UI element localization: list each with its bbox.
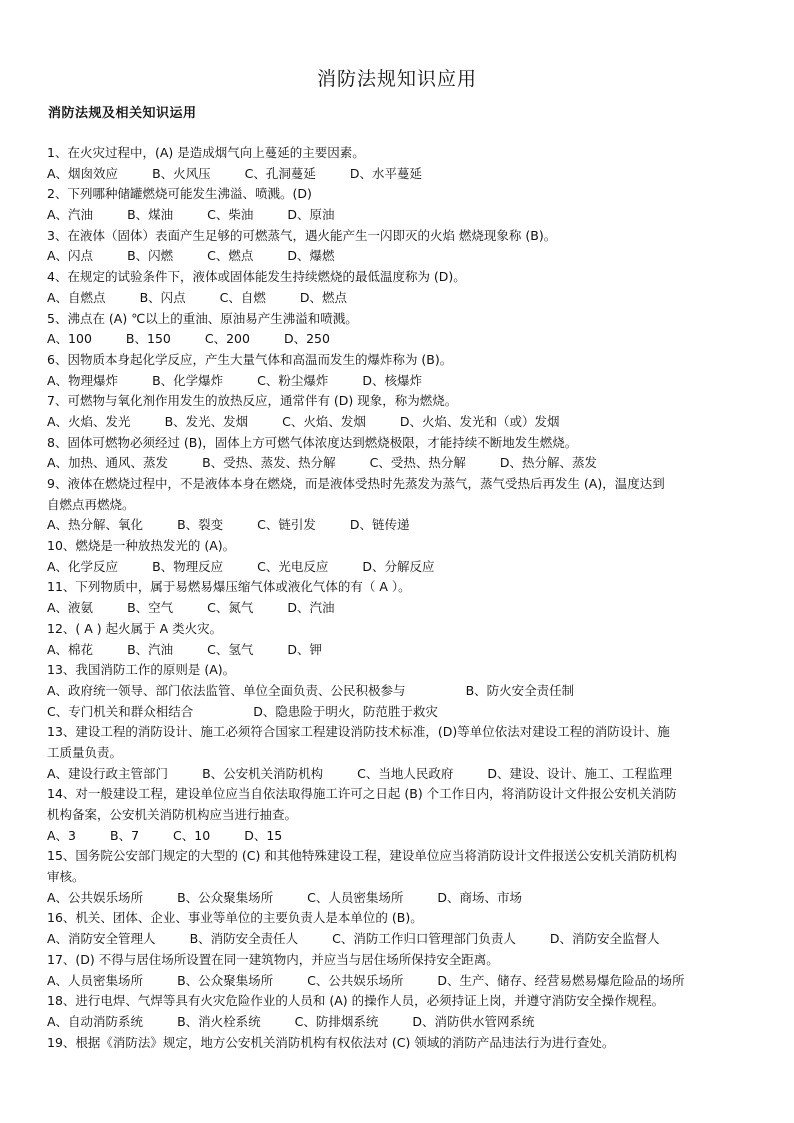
question-text: 9、液体在燃烧过程中，不是液体本身在燃烧，而是液体受热时先蒸发为蒸气，蒸气受热后再发生 (A)，温度达到 [47,476,665,491]
answer-option: A、100 [47,331,92,347]
answer-option: C、10 [173,827,211,843]
answer-option: D、火焰、发光和（或）发烟 [399,413,560,429]
answer-option: B、防火安全责任制 [465,682,575,698]
question-text: 16、机关、团体、企业、事业等单位的主要负责人是本单位的 (B)。 [47,910,423,926]
answer-option: C、专门机关和群众相结合 [47,703,194,719]
answer-options [47,702,747,723]
answer-option: C、链引发 [257,517,316,533]
answer-options [47,164,747,185]
answer-option: D、隐患险于明火，防范胜于救灾 [253,703,438,719]
answer-option: C、燃点 [207,248,254,264]
answer-option: B、公安机关消防机构 [202,765,324,781]
answer-options [47,640,747,661]
answer-option: A、闪点 [47,248,94,264]
question-text: 12、( A ) 起火属于 A 类火灾。 [47,620,223,636]
answer-options [47,1012,747,1033]
answer-options [47,246,747,267]
answer-option: D、原油 [287,207,335,223]
answer-option: A、化学反应 [47,558,119,574]
answer-options [47,329,747,350]
answer-option: B、煤油 [127,207,174,223]
answer-option: B、受热、蒸发、热分解 [202,455,336,471]
question-text: 14、对一般建设工程，建设单位应当自依法取得施工许可之日起 (B) 个工作日内，将消防设计文件报公安机关消防 [47,786,677,802]
answer-option: C、200 [204,331,250,347]
question-text: 10、燃烧是一种放热发光的 (A)。 [47,538,236,554]
answer-option: B、裂变 [177,517,224,533]
answer-options [47,288,747,309]
answer-option: A、自动消防系统 [47,1013,144,1029]
answer-option: C、防排烟系统 [294,1013,379,1029]
answer-options [47,826,747,847]
answer-options [47,764,747,785]
question-text: 15、国务院公安部门规定的大型的 (C) 和其他特殊建设工程，建设单位应当将消防设计文件报送公安机关消防机构 [47,848,677,864]
question-text: 6、因物质本身起化学反应，产生大量气体和高温而发生的爆炸称为 (B)。 [47,351,453,367]
answer-option: B、消防安全责任人 [189,931,299,947]
answer-option: A、液氨 [47,600,94,616]
answer-option: C、孔洞蔓延 [244,165,316,181]
question-text: 3、在液体（固体）表面产生足够的可燃蒸气，遇火能产生一闪即灭的火焰 燃烧现象称 (B)。 [47,227,557,243]
answer-option: C、受热、热分解 [369,455,466,471]
answer-option: A、棉花 [47,641,94,657]
answer-option: B、火风压 [152,165,211,181]
answer-options [47,888,747,909]
answer-option: A、加热、通风、蒸发 [47,455,169,471]
answer-option: A、热分解、氧化 [47,517,144,533]
answer-options [47,453,747,474]
answer-options [47,371,747,392]
question-text: 5、沸点在 (A) ℃以上的重油、原油易产生沸溢和喷溅。 [47,310,358,326]
question-text: 机构备案，公安机关消防机构应当进行抽查。 [47,807,298,822]
question-list [47,143,747,1053]
question-text: 工质量负责。 [47,744,123,760]
answer-option: C、自燃 [219,289,266,305]
answer-option: D、15 [244,827,283,843]
answer-option: D、建设、设计、施工、工程监理 [487,765,673,781]
answer-option: D、核爆炸 [362,372,423,388]
answer-option: D、生产、储存、经营易燃易爆危险品的场所 [437,972,685,988]
question-text: 11、下列物质中，属于易燃易爆压缩气体或液化气体的有（ A ）。 [47,579,411,595]
answer-option: B、汽油 [127,641,174,657]
answer-option: C、消防工作归口管理部门负责人 [332,931,516,947]
question-text: 审核。 [47,869,85,885]
answer-option: B、空气 [127,600,174,616]
answer-option: D、商场、市场 [437,889,523,905]
answer-options [47,598,747,619]
answer-option: C、火焰、发烟 [282,413,366,429]
question-text: 4、在规定的试验条件下，液体或固体能发生持续燃烧的最低温度称为 (D)。 [47,269,466,285]
answer-option: A、人员密集场所 [47,972,144,988]
question-text: 8、固体可燃物必须经过 (B)，固体上方可燃气体浓度达到燃烧极限，才能持续不断地发生燃烧。 [47,434,578,450]
answer-option: B、物理反应 [152,558,224,574]
answer-option: A、汽油 [47,207,94,223]
answer-option: D、消防供水管网系统 [412,1013,535,1029]
answer-option: D、250 [283,331,330,347]
answer-option: C、氢气 [207,641,254,657]
answer-option: C、粉尘爆炸 [257,372,329,388]
answer-option: B、化学爆炸 [152,372,224,388]
answer-option: D、消防安全监督人 [549,931,660,947]
question-text: 2、下列哪种储罐燃烧可能发生沸溢、喷溅。(D) [47,186,312,202]
answer-option: D、分解反应 [362,558,435,574]
answer-option: C、柴油 [207,207,254,223]
answer-options [47,412,747,433]
answer-option: A、自燃点 [47,289,106,305]
answer-options [47,205,747,226]
answer-option: A、消防安全管理人 [47,931,156,947]
answer-option: A、政府统一领导、部门依法监管、单位全面负责、公民积极参与 [47,682,406,698]
answer-option: B、公众聚集场所 [177,889,274,905]
question-text: 1、在火灾过程中，(A) 是造成烟气向上蔓延的主要因素。 [47,145,365,160]
answer-options [47,557,747,578]
answer-option: A、3 [47,827,77,843]
answer-options [47,681,747,702]
answer-option: B、7 [110,827,140,843]
answer-option: A、建设行政主管部门 [47,765,169,781]
answer-option: D、爆燃 [287,248,335,264]
question-text: 13、建设工程的消防设计、施工必须符合国家工程建设消防技术标准，(D)等单位依法对建设工程的消防设计、施 [47,724,670,740]
answer-option: C、人员密集场所 [307,889,404,905]
answer-option: C、当地人民政府 [357,765,454,781]
answer-option: B、消火栓系统 [177,1013,261,1029]
question-text: 17、(D) 不得与居住场所设置在同一建筑物内，并应当与居住场所保持安全距离。 [47,951,499,967]
answer-options [47,929,747,950]
answer-option: A、公共娱乐场所 [47,889,144,905]
section-heading: 消防法规及相关知识运用 [48,106,197,121]
answer-option: B、公众聚集场所 [177,972,274,988]
answer-option: D、汽油 [287,600,335,616]
answer-option: B、150 [125,331,171,347]
question-text: 18、进行电焊、气焊等具有火灾危险作业的人员和 (A) 的操作人员，必须持证上岗，并遵守消防安全操作规程。 [47,993,665,1009]
answer-option: A、物理爆炸 [47,372,119,388]
answer-option: D、水平蔓延 [349,165,423,181]
question-text: 19、根据《消防法》规定，地方公安机关消防机构有权依法对 (C) 领域的消防产品违法行为进行查处。 [47,1034,615,1050]
answer-options [47,515,747,536]
answer-option: C、公共娱乐场所 [307,972,404,988]
answer-options [47,971,747,992]
answer-option: A、火焰、发光 [47,413,131,429]
answer-option: C、光电反应 [257,558,329,574]
question-text: 7、可燃物与氧化剂作用发生的放热反应，通常伴有 (D) 现象，称为燃烧。 [47,393,458,409]
question-text: 自燃点再燃烧。 [47,496,135,512]
answer-option: A、烟囱效应 [47,165,119,181]
answer-option: D、燃点 [299,289,348,305]
answer-option: C、氮气 [207,600,254,616]
answer-option: D、钾 [287,641,323,657]
answer-option: B、发光、发烟 [164,413,249,429]
answer-option: D、热分解、蒸发 [499,455,598,471]
document-title: 消防法规知识应用 [316,68,477,90]
answer-option: D、链传递 [349,517,410,533]
answer-option: B、闪燃 [127,248,174,264]
answer-option: B、闪点 [139,289,186,305]
question-text: 13、我国消防工作的原则是 (A)。 [47,662,236,678]
